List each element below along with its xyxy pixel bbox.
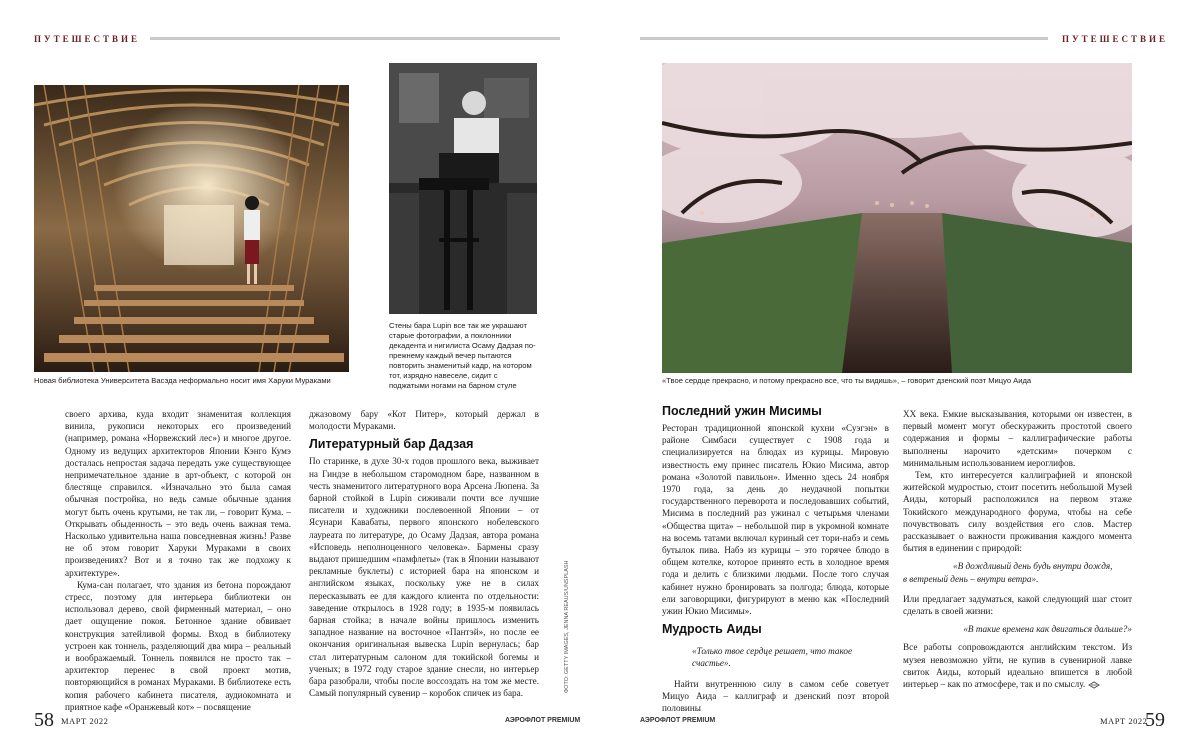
left-column-1	[65, 408, 291, 713]
section-heading-dazai: Литературный бар Дадзая	[309, 437, 474, 452]
pull-quote	[903, 560, 1132, 584]
library-photo	[34, 85, 349, 372]
right-page-number: 59	[1145, 709, 1165, 731]
library-caption: Новая библиотека Университета Васэда неформально носит имя Харуки Мураками	[34, 376, 331, 385]
paragraph	[903, 641, 1132, 690]
pull-quote: «Только твое сердце решает, что такое счастье».	[692, 646, 853, 669]
paragraph: Ресторан традиционной японской кухни «Суэгэн» в районе Симбаси существует с 1908 года и специализируется на блюдах из курицы. Мировую известность ему принес писатель Юкио Мисима, автор романа «Золотой павильон». Именно здесь 24 ноября 1970 года, за день до неудачной попытки государственного переворота и последовавших событий, Мисима в последний раз ужинал с четырьмя членами «Общества щита» – небольшой пир в укромной комнате на восемь татами включал куриный сет тори-набэ и семь бутылок пива. Набэ из курицы – это горячее блюдо в общем котелке, которое принято есть в холодное время года и делить с близкими людьми. После того случая кабинет нужно бронировать за полгода; блюда, которые ели заговорщики, фигурируют в меню как «Последний ужин Юкио Мисимы».	[662, 423, 889, 617]
paragraph: Найти внутреннюю силу в самом себе советует Мицуо Аида – каллиграф и дзенский поэт второй половины	[662, 678, 889, 714]
paragraph: Кума-сан полагает, что здания из бетона порождают стресс, поэтому для интерьера библиотеки он использовал дерево, свой фирменный материал, – оно дает ощущение покоя. Бетонное здание обвивает конструкция затейливой формы. Вход в библиотеку устроен как тоннель, разделяющий два мира – реальный и воображаемый. Тоннель появился не просто так – архитектор перенес в свой проект мотив, повторяющийся в романах Мураками. В библиотеке есть копия рабочего кабинета писателя, аудиокомната и приятное кафе «Оранжевый кот» – посвящение	[65, 579, 291, 712]
left-section-label: ПУТЕШЕСТВИЕ	[34, 34, 141, 44]
paragraph: По старинке, в духе 30-х годов прошлого века, выживает на Гиндзе в небольшом старомодном баре, названном в честь знаменитого литературного вора Арсена Люпена. За барной стойкой в Lupin сиживали почти все лучшие писатели и художники послевоенной Японии – от Ясунари Кавабаты, первого японского нобелевского лауреата по литературе, до Осаму Дадзая, автора романа «Исповедь неполноценного человека». Бармены сразу выдают пришедшим «памфлеты» (так в Японии называют рекламные буклеты) с историей бара на японском и английском языках, поскольку уже не в силах пересказывать ее для каждого клиента по отдельности: заведение открылось в 1928 году; в 1935-м появилась барная стойка; в начале войны пришлось изменить западное название на восточное «Пантэй», но после ее окончания оригинальная вывеска Lupin вернулась; бар стал литературным салоном для токийской богемы и ученых; в 1972 году старое здание снесли, но интерьер бара разобрали, чтобы после воссоздать на том же месте. Самый популярный сувенир – коробок спичек из бара.	[309, 456, 539, 699]
paragraph-text: Все работы сопровождаются английским текстом. Из музея невозможно уйти, не купив в сувенирной лавке свиток Аиды, который идеально впишется в любой интерьер – как по атмосфере, так и по смыслу.	[903, 642, 1132, 690]
photo-credit: ФОТО: GETTY IMAGES, JENNA REAUS/UNSPLASH	[564, 560, 570, 693]
bar-caption: Стены бара Lupin все так же украшают старые фотографии, а поклонники декадента и нигилиста Осаму Дадзая по-прежнему каждый вечер пытаются повторить знаменитый кадр, на котором тот, изрядно навеселе, сидит с поджатыми ногами на барном стуле	[389, 321, 536, 390]
section-heading-mishima: Последний ужин Мисимы	[662, 404, 822, 418]
left-header-rule	[150, 37, 560, 40]
quote-line: в ветреный день – внутри ветра».	[903, 573, 1039, 584]
end-mark-icon	[1088, 681, 1100, 689]
left-column-2	[309, 408, 539, 699]
paragraph: джазовому бару «Кот Питер», который держал в молодости Мураками.	[309, 409, 539, 432]
sakura-caption: «Твое сердце прекрасно, и потому прекрасно все, что ты видишь», – говорит дзенский поэт Мицуо Аида	[662, 376, 1032, 385]
bar-photo	[389, 63, 537, 314]
paragraph: Или предлагает задуматься, какой следующий шаг стоит сделать в своей жизни:	[903, 593, 1132, 617]
paragraph: Тем, кто интересуется каллиграфией и японской житейской мудростью, стоит посетить небольшой Музей Аиды, который расположился на первом этаже Токийского международного форума, чтобы на себе почувствовать силу воздействия его слов. Мастер рассказывает о важности проживания каждого момента бытия в единении с природой:	[903, 470, 1132, 554]
right-column-1	[662, 404, 889, 714]
left-issue-date: МАРТ 2022	[61, 716, 109, 726]
library-photo-icon	[34, 85, 349, 372]
right-issue-date: МАРТ 2022	[1100, 716, 1148, 726]
sakura-photo	[662, 63, 1132, 373]
bar-photo-icon	[389, 63, 537, 314]
quote-line: «В дождливый день будь внутри дождя,	[953, 561, 1113, 572]
right-header-rule	[640, 37, 1048, 40]
right-brand: АЭРОФЛОТ PREMIUM	[640, 717, 716, 724]
pull-quote: «В такие времена как двигаться дальше?»	[963, 624, 1132, 635]
section-heading-aida: Мудрость Аиды	[662, 622, 762, 637]
sakura-canal-photo-icon	[662, 63, 1132, 373]
right-section-label: ПУТЕШЕСТВИЕ	[1062, 34, 1169, 44]
paragraph: своего архива, куда входит знаменитая коллекция винила, рукописи некоторых его произведений (например, романа «Норвежский лес») и многое другое. Одному из ведущих архитекторов Японии Кэнго Кумэ досталась непростая задача передать уже существующее непримечательное здание в арт-объект, с которой он блестяще справился. «Изначально это была самая обычная постройка, но ведь самые обычные здания могут быть очень крутыми, не так ли, – говорит Кума. – Открывать обыденность – это ведь очень важная тема. Насколько удивительна наша повседневная жизнь! Разве не об этом говорит Харуки Мураками в своих произведениях? Вот и я точно так же подхожу к архитектуре».	[65, 409, 291, 578]
left-page-number: 58	[34, 709, 54, 731]
left-brand: АЭРОФЛОТ PREMIUM	[505, 717, 581, 724]
right-column-2	[903, 408, 1132, 690]
paragraph: XX века. Емкие высказывания, которыми он известен, в первый момент могут обескуражить простотой своего содержания и формы – каллиграфические работы выполнены нарочито «детским» почерком с минимальным использованием иероглифов.	[903, 409, 1132, 468]
